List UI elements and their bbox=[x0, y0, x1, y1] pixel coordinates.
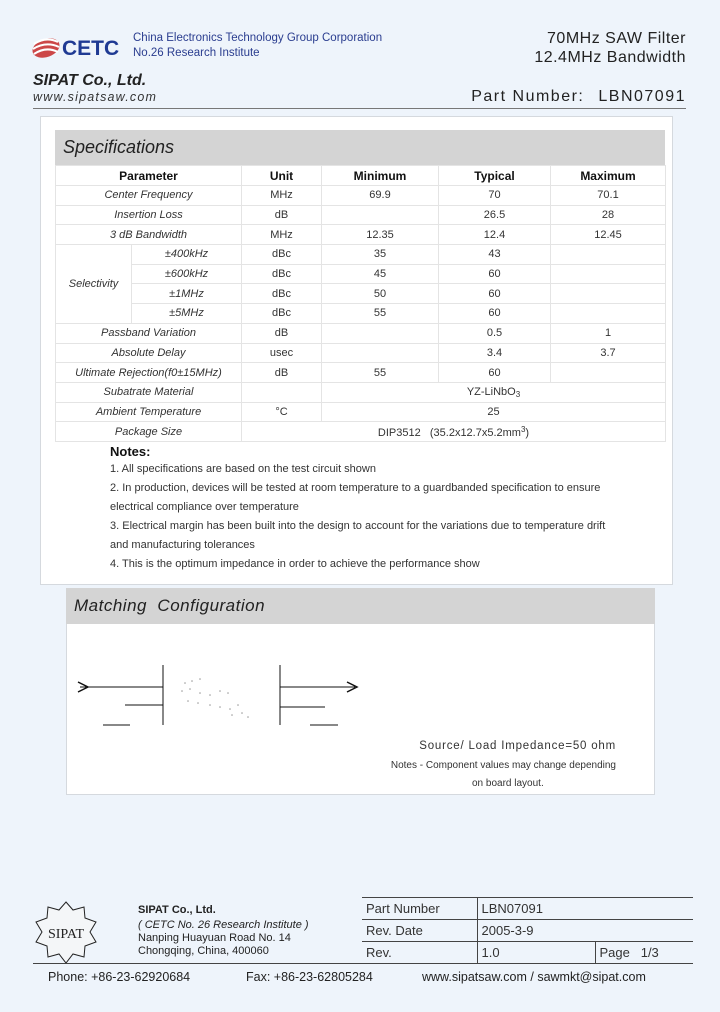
table-row: Center Frequency MHz 69.9 70 70.1 bbox=[56, 186, 666, 206]
website-link[interactable]: www.sipatsaw.com bbox=[33, 90, 158, 104]
svg-text:SIPAT: SIPAT bbox=[47, 927, 85, 942]
note-3b: and manufacturing tolerances bbox=[110, 539, 255, 551]
table-header-row bbox=[56, 166, 666, 186]
filter-dots bbox=[181, 678, 249, 718]
note-3a: 3. Electrical margin has been built into the design to account for the variations due to temperature drift bbox=[110, 520, 606, 532]
footer-fax: Fax: +86-23-62805284 bbox=[246, 970, 373, 984]
selectivity-label: Selectivity bbox=[56, 245, 132, 324]
sipat-seal-logo bbox=[33, 900, 99, 966]
table-row: Passband Variation dB 0.5 1 bbox=[56, 323, 666, 343]
rev-part-value: LBN07091 bbox=[477, 898, 693, 920]
matching-title: Matching Configuration bbox=[74, 596, 266, 615]
rev-part-label: Part Number bbox=[362, 898, 477, 920]
col-typical: Typical bbox=[439, 166, 551, 186]
table-row: 3 dB Bandwidth MHz 12.35 12.4 12.45 bbox=[56, 225, 666, 245]
matching-note-1: Notes - Component values may change depending bbox=[390, 760, 616, 771]
notes-title: Notes: bbox=[110, 444, 151, 459]
rev-label: Rev. bbox=[362, 942, 477, 964]
table-row: ±1MHz dBc 50 60 bbox=[56, 284, 666, 304]
note-2a: 2. In production, devices will be tested at room temperature to a guardbanded specification to ensure bbox=[110, 482, 601, 494]
note-2b: electrical compliance over temperature bbox=[110, 501, 299, 513]
header-divider bbox=[33, 108, 686, 109]
note-1: 1. All specifications are based on the test circuit shown bbox=[110, 463, 376, 475]
table-row: Absolute Delay usec 3.4 3.7 bbox=[56, 343, 666, 363]
footer-institute: ( CETC No. 26 Research Institute ) bbox=[138, 919, 309, 931]
table-row: Package Size DIP3512 $(35.2x12.7x5.2mm^3)$ bbox=[56, 422, 666, 442]
rev-value: 1.0 bbox=[477, 942, 595, 964]
table-row: ±5MHz dBc 55 60 bbox=[56, 304, 666, 324]
footer-company: SIPAT Co., Ltd. bbox=[138, 904, 216, 916]
cetc-logo bbox=[28, 28, 128, 66]
footer-phone: Phone: +86-23-62920684 bbox=[48, 970, 191, 984]
matching-circuit-diagram bbox=[70, 655, 370, 735]
spec-table bbox=[55, 165, 666, 442]
footer-divider bbox=[33, 963, 693, 964]
part-number-header bbox=[471, 88, 686, 106]
table-row: Insertion Loss dB 26.5 28 bbox=[56, 205, 666, 225]
part-number-label: Part Number: bbox=[471, 88, 585, 105]
matching-note-2: on board layout. bbox=[472, 778, 544, 789]
table-row: Subatrate Material YZ-LiNbO$_3$ bbox=[56, 382, 666, 402]
source-load-impedance: Source/ Load Impedance=50 ohm bbox=[419, 740, 616, 752]
table-row: Selectivity ±400kHz dBc 35 43 bbox=[56, 245, 666, 265]
col-unit: Unit bbox=[242, 166, 322, 186]
table-row: Ambient Temperature °C 25 bbox=[56, 402, 666, 422]
col-maximum: Maximum bbox=[551, 166, 666, 186]
footer-address-2: Chongqing, China, 400060 bbox=[138, 945, 269, 957]
spec-section-header bbox=[55, 130, 665, 165]
rev-date-value: 2005-3-9 bbox=[477, 920, 693, 942]
matching-section-header bbox=[66, 588, 655, 624]
revision-table bbox=[362, 897, 693, 964]
spec-title: Specifications bbox=[63, 137, 175, 157]
product-title: 70MHz SAW Filter bbox=[547, 30, 686, 47]
footer-address-1: Nanping Huayuan Road No. 14 bbox=[138, 932, 291, 944]
org-line1: China Electronics Technology Group Corporation bbox=[133, 32, 383, 44]
company-name: SIPAT Co., Ltd. bbox=[33, 72, 147, 89]
svg-text:CETC: CETC bbox=[62, 37, 120, 60]
table-row: ±600kHz dBc 45 60 bbox=[56, 264, 666, 284]
org-line2: No.26 Research Institute bbox=[133, 47, 260, 59]
table-row: Ultimate Rejection(f0±15MHz) dB 55 60 bbox=[56, 363, 666, 383]
col-parameter: Parameter bbox=[56, 166, 242, 186]
rev-date-label: Rev. Date bbox=[362, 920, 477, 942]
part-number-value: LBN07091 bbox=[598, 88, 686, 105]
col-minimum: Minimum bbox=[322, 166, 439, 186]
page-indicator: Page 1/3 bbox=[595, 942, 693, 964]
product-subtitle: 12.4MHz Bandwidth bbox=[534, 49, 686, 66]
note-4: 4. This is the optimum impedance in order to achieve the performance show bbox=[110, 558, 480, 570]
footer-web-email[interactable]: www.sipatsaw.com / sawmkt@sipat.com bbox=[422, 970, 646, 984]
